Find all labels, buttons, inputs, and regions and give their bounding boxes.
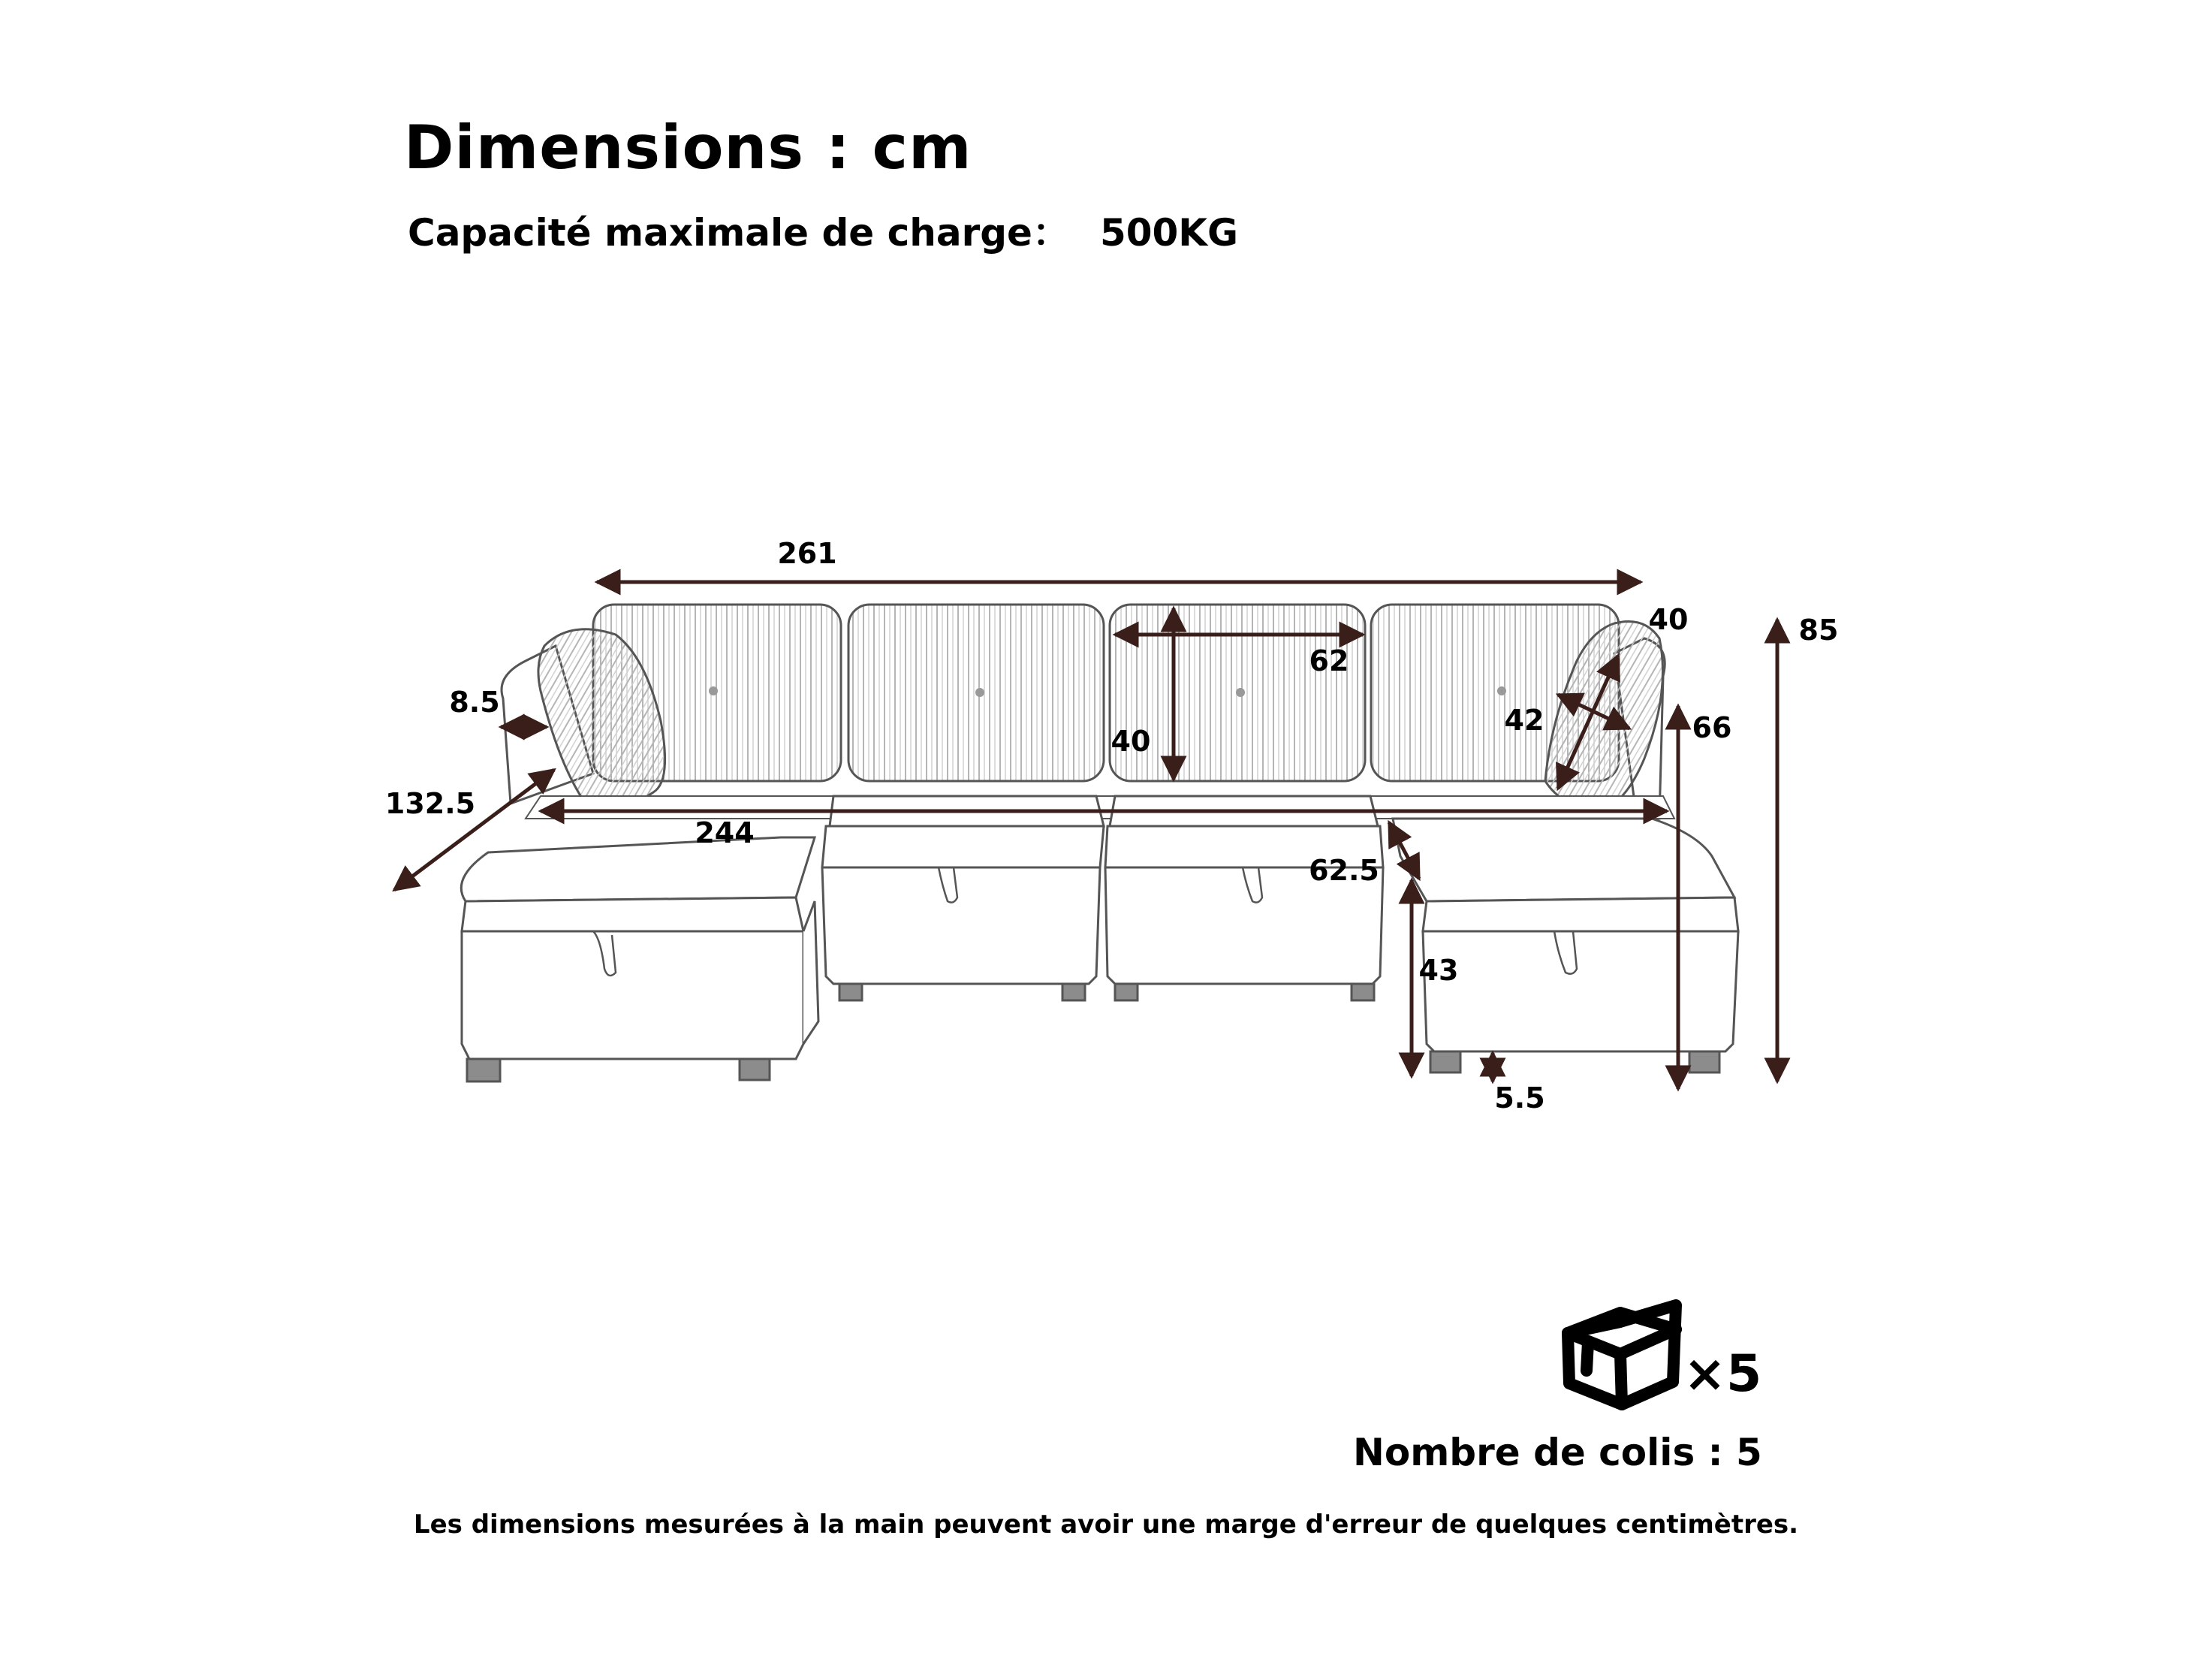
label-back-height: 66	[1692, 711, 1732, 744]
label-total-width: 261	[777, 537, 837, 570]
sofa-drawing	[461, 605, 1738, 1081]
leg	[1430, 1051, 1460, 1072]
page-title: Dimensions : cm	[404, 113, 972, 182]
package-label: Nombre de colis : 5	[1353, 1431, 1762, 1474]
leg	[1689, 1051, 1719, 1072]
label-total-height: 85	[1798, 614, 1839, 647]
label-pillow-width: 40	[1648, 603, 1689, 636]
package-count: ×5	[1683, 1344, 1762, 1404]
label-depth: 132.5	[384, 787, 476, 820]
label-arm-width: 8.5	[449, 686, 500, 719]
leg	[1115, 984, 1138, 1000]
label-ottoman-depth: 62.5	[1309, 854, 1379, 887]
disclaimer-text: Les dimensions mesurées à la main peuvent avoir une marge d'erreur de quelques centimètres.	[413, 1510, 1799, 1540]
right-ottoman	[1393, 819, 1734, 901]
left-ottoman	[461, 837, 815, 901]
leg	[1062, 984, 1085, 1000]
box-icon	[1568, 1305, 1676, 1404]
label-leg-height: 5.5	[1494, 1081, 1545, 1115]
leg	[1352, 984, 1374, 1000]
label-seat-height: 43	[1418, 954, 1459, 987]
label-seat-width: 244	[695, 816, 755, 849]
leg	[839, 984, 862, 1000]
label-cushion-width: 62	[1309, 644, 1349, 677]
leg	[467, 1059, 500, 1081]
label-cushion-height: 40	[1111, 725, 1151, 758]
leg	[740, 1059, 770, 1080]
label-pillow-height: 42	[1504, 704, 1544, 737]
capacity-label: Capacité maximale de charge：	[408, 211, 1070, 255]
capacity-value: 500KG	[1099, 211, 1239, 255]
